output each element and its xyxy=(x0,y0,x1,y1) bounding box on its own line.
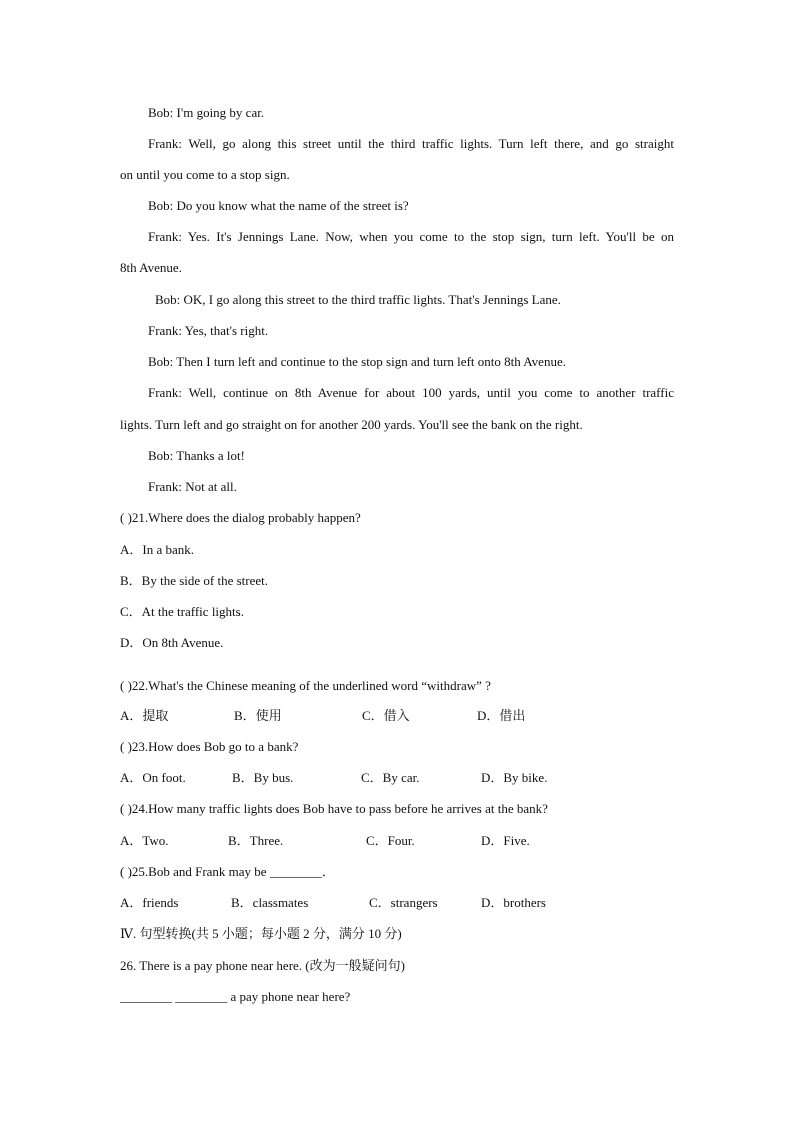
question-22-option-b: B．使用 xyxy=(234,708,282,723)
question-21-option-d: D．On 8th Avenue. xyxy=(120,635,224,650)
dialog-line-bob-4: Bob: Then I turn left and continue to the stop sign and turn left onto 8th Avenue. xyxy=(148,354,566,369)
question-25-option-b: B．classmates xyxy=(231,895,309,910)
question-24-option-d: D．Five. xyxy=(481,833,530,848)
question-21-stem: ( )21.Where does the dialog probably happen? xyxy=(120,510,361,525)
question-25-option-d: D．brothers xyxy=(481,895,546,910)
question-22-stem: ( )22.What's the Chinese meaning of the underlined word “withdraw” ? xyxy=(120,678,491,693)
question-24-option-b: B．Three. xyxy=(228,833,284,848)
question-26-answer-line: ________ ________ a pay phone near here? xyxy=(120,989,351,1004)
dialog-line-frank-1-cont: on until you come to a stop sign. xyxy=(120,167,290,182)
dialog-line-frank-5: Frank: Not at all. xyxy=(148,479,237,494)
question-24-option-a: A．Two. xyxy=(120,833,169,848)
question-26-stem: 26. There is a pay phone near here. (改为一般疑问句) xyxy=(120,958,405,973)
question-23-option-c: C．By car. xyxy=(361,770,420,785)
question-23-option-d: D．By bike. xyxy=(481,770,548,785)
question-22-option-c: C．借入 xyxy=(362,708,410,723)
question-25-stem: ( )25.Bob and Frank may be ________． xyxy=(120,864,335,879)
dialog-line-frank-4: Frank: Well, continue on 8th Avenue for about 100 yards, until you come to another traffic xyxy=(148,385,674,400)
question-21-option-a: A．In a bank. xyxy=(120,542,195,557)
dialog-line-bob-3: Bob: OK, I go along this street to the third traffic lights. That's Jennings Lane. xyxy=(155,292,561,307)
dialog-line-frank-3: Frank: Yes, that's right. xyxy=(148,323,269,338)
question-21-option-b: B．By the side of the street. xyxy=(120,573,269,588)
question-25-option-a: A．friends xyxy=(120,895,179,910)
dialog-line-bob-5: Bob: Thanks a lot! xyxy=(148,448,245,463)
question-22-option-a: A．提取 xyxy=(120,708,169,723)
dialog-line-frank-4-cont: lights. Turn left and go straight on for another 200 yards. You'll see the bank on the right. xyxy=(120,417,583,432)
question-24-option-c: C．Four. xyxy=(366,833,415,848)
dialog-line-bob-1: Bob: I'm going by car. xyxy=(148,105,265,120)
question-24-stem: ( )24.How many traffic lights does Bob have to pass before he arrives at the bank? xyxy=(120,801,548,816)
question-21-option-c: C．At the traffic lights. xyxy=(120,604,244,619)
question-23-option-a: A．On foot. xyxy=(120,770,186,785)
question-22-option-d: D．借出 xyxy=(477,708,526,723)
section-4-heading: Ⅳ. 句型转换(共 5 小题；每小题 2 分，满分 10 分) xyxy=(120,926,402,941)
dialog-line-frank-2: Frank: Yes. It's Jennings Lane. Now, when you come to the stop sign, turn left. You'll be on xyxy=(148,229,674,244)
dialog-line-frank-2-cont: 8th Avenue. xyxy=(120,260,182,275)
dialog-line-frank-1: Frank: Well, go along this street until the third traffic lights. Turn left there, and go straight xyxy=(148,136,674,151)
question-23-stem: ( )23.How does Bob go to a bank? xyxy=(120,739,299,754)
question-23-option-b: B．By bus. xyxy=(232,770,294,785)
question-25-option-c: C．strangers xyxy=(369,895,438,910)
dialog-line-bob-2: Bob: Do you know what the name of the street is? xyxy=(148,198,409,213)
